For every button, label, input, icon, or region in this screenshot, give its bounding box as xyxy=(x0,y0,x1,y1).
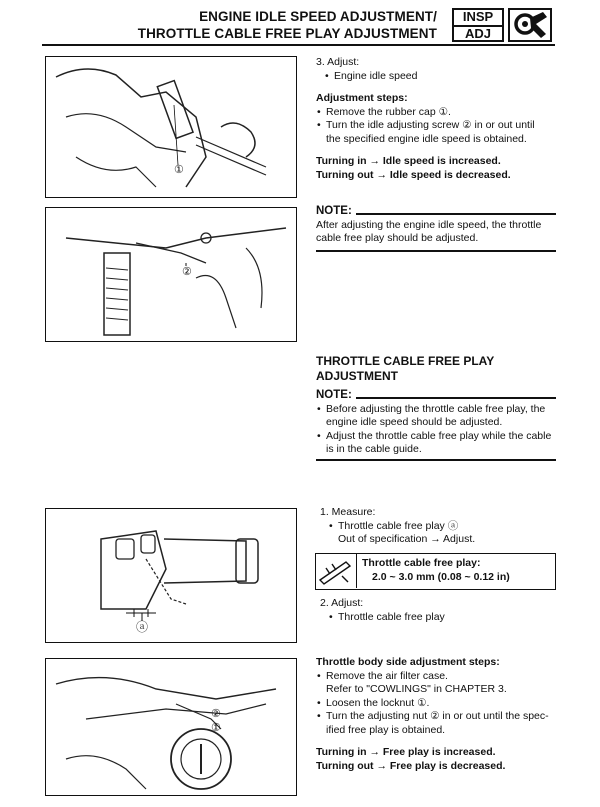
adjust-item: • Engine idle speed xyxy=(324,70,561,84)
page-title xyxy=(138,8,437,42)
body-step-1: • Remove the air filter case. xyxy=(316,670,561,684)
note-2-label: NOTE: xyxy=(316,389,356,403)
body-turn-out: Turning out → Free play is decreased. xyxy=(316,759,506,772)
figure-throttle-grip xyxy=(45,508,297,643)
insp-adj-badge xyxy=(452,8,504,42)
step-adjust: 3. Adjust: xyxy=(316,56,360,68)
callout-2: ② xyxy=(182,266,192,278)
measure-section xyxy=(320,506,560,547)
step-2b: the specified engine idle speed is obtained. xyxy=(326,132,527,145)
idle-adjust-section xyxy=(316,56,561,182)
body-step-3a: • Turn the adjusting nut ② in or out until the spec- xyxy=(316,710,561,724)
measure-item: • Throttle cable free play ⓐ xyxy=(328,520,560,534)
adjust-step-2: 2. Adjust: xyxy=(320,597,364,609)
body-side-heading: Throttle body side adjustment steps: xyxy=(316,656,500,668)
body-turn-in: Turning in → Free play is increased. xyxy=(316,746,496,758)
spec-box xyxy=(315,553,556,590)
callout-1b: ① xyxy=(211,722,221,734)
callout-a: ⓐ xyxy=(136,620,149,634)
body-step-3b: ified free play is obtained. xyxy=(326,723,446,736)
callout-2b: ② xyxy=(211,708,221,720)
note-1 xyxy=(316,205,556,255)
body-step-1b: Refer to "COWLINGS" in CHAPTER 3. xyxy=(326,683,507,695)
badge-bottom: ADJ xyxy=(464,25,491,41)
note-2-bottom-rule xyxy=(316,459,556,461)
throttle-heading-2: ADJUSTMENT xyxy=(316,369,399,383)
note-2-b2b: is in the cable guide. xyxy=(326,443,422,455)
spec-label: Throttle cable free play: xyxy=(362,557,481,569)
badge-top: INSP xyxy=(462,9,494,24)
callout-1: ① xyxy=(174,164,184,176)
header-rule xyxy=(42,44,555,46)
throttle-heading-1: THROTTLE CABLE FREE PLAY xyxy=(316,354,495,368)
turn-in: Turning in → Idle speed is increased. xyxy=(316,155,501,167)
note-1-bottom-rule xyxy=(316,250,556,252)
spec-value: 2.0 ~ 3.0 mm (0.08 ~ 0.12 in) xyxy=(372,571,510,583)
figure-rubber-cap xyxy=(45,56,297,198)
body-side-section xyxy=(316,656,561,773)
turn-out: Turning out → Idle speed is decreased. xyxy=(316,168,511,181)
figure-throttle-body xyxy=(45,658,297,796)
adjust-section xyxy=(320,597,560,624)
wrench-inspection-icon xyxy=(508,8,552,42)
note-2-b1a: • Before adjusting the throttle cable free play, the xyxy=(316,403,556,417)
step-1: • Remove the rubber cap ①. xyxy=(316,106,561,120)
note-1-label: NOTE: xyxy=(316,205,356,219)
note-2 xyxy=(316,389,556,463)
title-line-1: ENGINE IDLE SPEED ADJUSTMENT/ xyxy=(199,9,437,24)
note-1-line-2: cable free play should be adjusted. xyxy=(316,232,479,244)
note-2-b2a: • Adjust the throttle cable free play while the cable xyxy=(316,430,556,444)
adjust-item-2: • Throttle cable free play xyxy=(328,611,560,625)
note-1-line-1: After adjusting the engine idle speed, the throttle xyxy=(316,218,542,231)
steps-heading: Adjustment steps: xyxy=(316,92,408,104)
figure-idle-screw xyxy=(45,207,297,342)
body-step-2: • Loosen the locknut ①. xyxy=(316,697,561,711)
title-line-2: THROTTLE CABLE FREE PLAY ADJUSTMENT xyxy=(137,26,437,41)
step-2a: • Turn the idle adjusting screw ② in or out until xyxy=(316,119,561,133)
measure-step: 1. Measure: xyxy=(320,506,376,518)
throttle-heading xyxy=(316,354,561,384)
note-2-b1b: engine idle speed should be adjusted. xyxy=(326,416,503,428)
measure-out: Out of specification → Adjust. xyxy=(338,533,476,545)
caliper-icon xyxy=(316,554,357,588)
